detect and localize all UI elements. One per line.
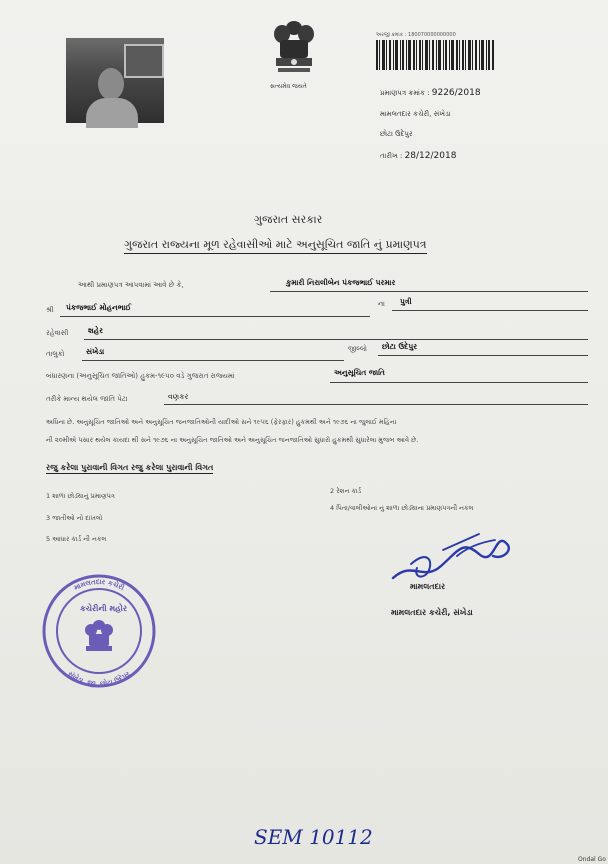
barcode-icon xyxy=(376,40,494,70)
taluka-value: સંખેડા xyxy=(86,347,105,356)
national-emblem-icon xyxy=(266,18,322,88)
parent-name: પંકજભાઈ મોહનભાઈ xyxy=(66,303,132,312)
document-item: 4 પિતા/વાલીઓના નું શાળા છોડ્યાના પ્રમાણપત્રની નકલ xyxy=(330,504,474,512)
emblem-caption: સત્યમેવ જયતે xyxy=(270,83,307,90)
village-value: શહેર xyxy=(88,326,103,335)
svg-text:સંખેડા, જી. છોટા ઉદેપુર xyxy=(66,669,132,688)
district-value: છોટા ઉદેપુર xyxy=(382,342,418,351)
header-district: છોટા ઉદેપુર xyxy=(380,130,413,138)
certificate-number: 9226/2018 xyxy=(431,88,481,98)
certificate-heading: ગુજરાત રાજ્યના મૂળ રહેવાસીઓ માટે અનુસૂચિત જાતિ નું પ્રમાણપત્ર xyxy=(124,238,427,254)
applicant-name: કુમારી નિરાલીબેન પંકજભાઈ પરમાર xyxy=(286,278,396,287)
applicant-photo xyxy=(66,38,164,123)
legal-paragraph-line-1: અધિના છે. અનુસૂચિત જાતિઓ અને અનુસૂચિત જનજાતિઓની યાદીઓ સને ૧૯૫૬ (ફેરફાર) હુકમથી અને ૧૯૭૬ ના જુલાઈ મહિના xyxy=(46,418,397,426)
signatory-title: મામલતદાર xyxy=(410,582,446,591)
parent-label: શ્રી xyxy=(46,306,54,314)
office-seal xyxy=(36,573,162,689)
legal-paragraph-line-2: ની ૨૦મીએ પસાર થયેલ કાયદા થી સને ૧૯૭૬ ના અનુસૂચિત જાતિઓ અને અનુસૂચિત જનજાતિઓ સુધારો હુકમથી સુધારેલા મુજબ આવે છે. xyxy=(46,436,419,444)
taluka-label: તાલુકો xyxy=(46,350,65,358)
certificate-number-row xyxy=(380,88,481,98)
caste-value: વણકર xyxy=(168,392,189,401)
seal-name: કચેરીની મહોર xyxy=(80,604,127,613)
district-label: જીલ્લો xyxy=(348,345,367,353)
certificate-number-label: પ્રમાણપત્ર ક્રમાંક : xyxy=(380,89,430,97)
officer-signature xyxy=(383,520,523,590)
barcode-caption: અરજી ક્રમાંક : 180070000000000 xyxy=(376,32,456,38)
intro-label: આથી પ્રમાણપત્ર આપવામાં આવે છે કે, xyxy=(78,281,184,289)
document-item: 2 રેશન કાર્ડ xyxy=(330,487,362,495)
document-item: 3 જાતીઓ નો દાખલો xyxy=(46,514,103,522)
signatory-office: મામલતદાર કચેરી, સંખેડા xyxy=(391,608,473,617)
proof-details-heading: રજુ કરેલા પુરાવાની વિગત રજુ કરેલા પુરાવાની વિગત xyxy=(46,463,214,472)
issue-date-label: તારીખ : xyxy=(380,152,403,160)
svg-text:SEM 10112: SEM 10112 xyxy=(254,825,373,849)
government-title: ગુજરાત સરકાર xyxy=(254,213,323,226)
village-label: રહેવાસી xyxy=(46,329,69,337)
handwritten-note xyxy=(250,814,373,854)
relation-label: ના xyxy=(378,300,385,308)
corner-text: Ondal Go xyxy=(578,856,606,863)
order-text: બંધારણના (અનુસૂચિત જાતિઓ) હુકમ-૧૯૫૦ વડે ગુજરાત રાજ્યમાં xyxy=(46,372,235,380)
issue-date-row xyxy=(380,151,456,161)
caste-label: તરીકે માન્ય થયેલ જાતિ પેટા xyxy=(46,395,128,403)
issue-date: 28/12/2018 xyxy=(404,151,457,161)
relation-value: પુત્રી xyxy=(400,297,412,306)
seal-ring-top: મામલતદાર કચેરી xyxy=(72,577,126,593)
seal-ring-bottom: સંખેડા, જી. છોટા ઉદેપુર xyxy=(66,669,132,689)
issuing-office: મામલતદાર કચેરી, સંખેડા xyxy=(380,110,451,118)
category-value: અનુસૂચિત જાતિ xyxy=(334,368,385,377)
document-item: 5 આધાર કાર્ડ ની નકલ xyxy=(46,535,107,543)
document-item: 1 શાળા છોડ્યાનું પ્રમાણપત્ર xyxy=(46,492,115,500)
